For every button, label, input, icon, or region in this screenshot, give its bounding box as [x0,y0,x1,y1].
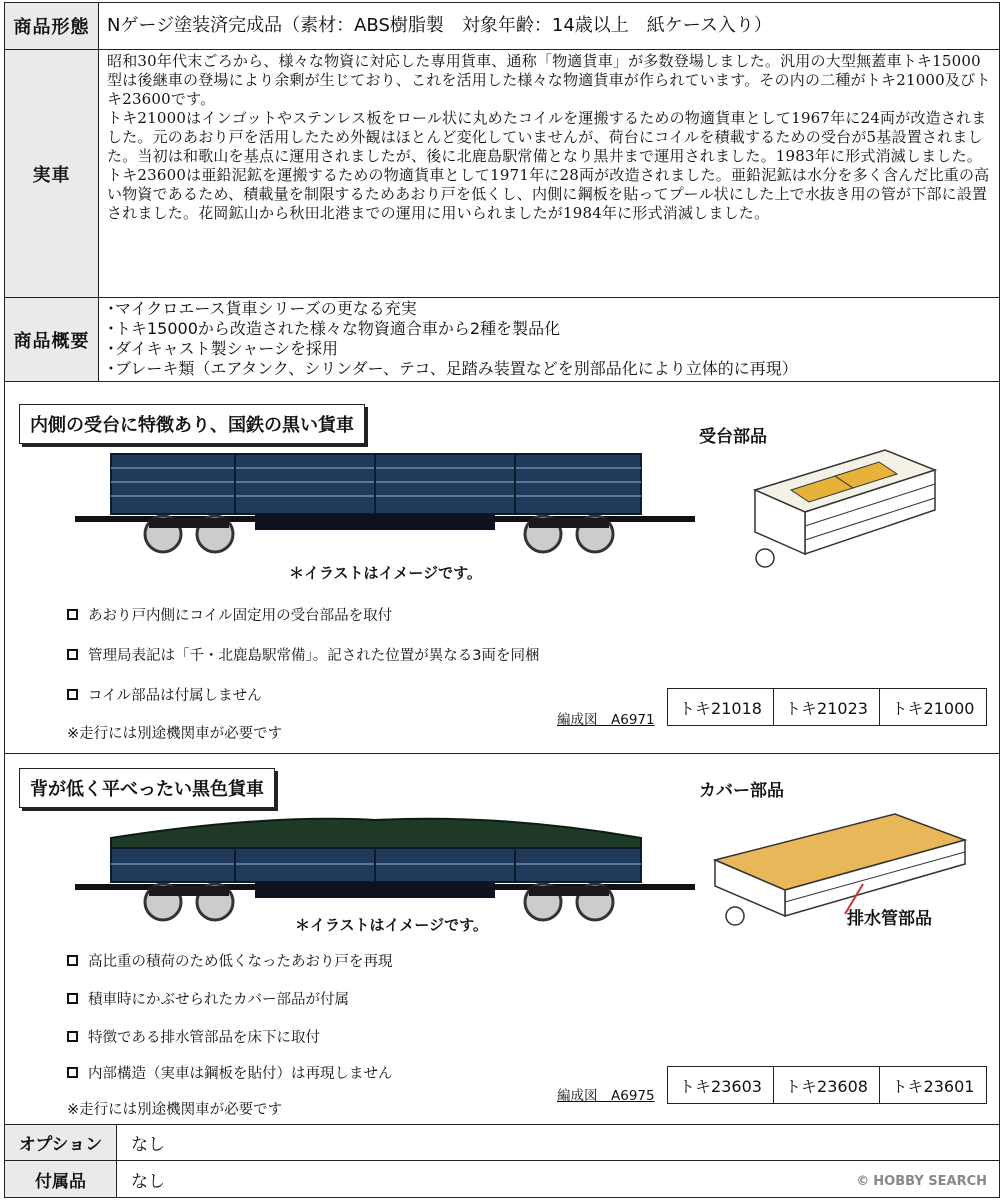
feature-text: 積車時にかぶせられたカバー部品が付属 [88,992,349,1008]
panel1-part-label: 受台部品 [699,427,767,447]
panel2-feature [67,950,393,971]
real-car-paragraph-2: トキ21000はインゴットやステンレス板をロール状に丸めたコイルを運搬するための物適貨車として1967年に24両が改造されました。元のあおり戸を活用したため外観はほとんど変化していませんが、荷台にコイルを積載するための受台が5基設置されました。当初は和歌山を基点に運用されましたが、後に北鹿島駅常備となり黒井まで運用されました。1983年に形式消滅しました。 [107,109,987,165]
panel2-part-label-cover: カバー部品 [699,781,784,801]
panel1-feature [67,684,262,705]
label-options: オプション [5,1125,117,1160]
panel2-parts-illustration [695,794,985,944]
label-product-form: 商品形態 [5,3,99,49]
checkbox-icon [67,1067,78,1078]
real-car-paragraph-3: トキ23600は亜鉛泥鉱を運搬するための物適貨車として1971年に28両が改造されました。亜鉛泥鉱は水分を多く含んだ比重の高い物資であるため、積載量を制限するためあおり戸を低くし、内側に鋼板を貼ってプール状にした上で水抜き用の管が下部に設置されました。花岡鉱山から秋田北港までの運用に用いられましたが1984年に形式消滅しました。 [107,166,990,222]
panel2-formation-label: 編成図 A6975 [557,1088,655,1104]
real-car-paragraph-1: 昭和30年代末ごろから、様々な物資に対応した専用貨車、通称「物適貨車」が多数登場しました。汎用の大型無蓋車トキ15000型は後継車の登場により余剰が生じており、これを活用した様々な物適貨車が作られています。その内の二種がトキ21000及びトキ23600です。 [107,52,991,108]
panel-toki21000 [4,382,1000,754]
label-accessories: 付属品 [5,1161,117,1197]
car-number: トキ21000 [891,698,975,718]
car-number: トキ23601 [891,1076,975,1096]
panel1-parts-illustration [735,430,945,580]
car-number: トキ23603 [668,1067,774,1103]
checkbox-icon [67,955,78,966]
row-accessories [4,1160,1000,1198]
overview-item: ･ダイキャスト製シャーシを採用 [107,339,339,358]
label-product-overview: 商品概要 [5,298,99,381]
feature-text: 特徴である排水管部品を床下に取付 [88,1030,320,1046]
panel1-feature [67,644,539,665]
car-number: トキ23608 [774,1067,880,1103]
panel2-caption: 背が低く平べったい黒色貨車 [19,768,275,808]
value-options: なし [131,1135,165,1155]
panel1-feature [67,604,392,625]
panel1-caption: 内側の受台に特徴あり、国鉄の黒い貨車 [19,404,365,444]
checkbox-icon [67,609,78,620]
panel1-illustration-note: ＊イラストはイメージです。 [289,564,482,582]
panel2-illustration-note: ＊イラストはイメージです。 [295,916,488,934]
toki23600-illustration [65,808,705,926]
panel2-feature [67,1062,393,1083]
copyright-icon: © [856,1174,870,1189]
checkbox-icon [67,1031,78,1042]
overview-item: ･トキ15000から改造された様々な物資適合車から2種を製品化 [107,319,561,338]
checkbox-icon [67,649,78,660]
feature-text: 高比重の積荷のため低くなったあおり戸を再現 [88,954,393,970]
panel2-feature [67,1026,320,1047]
overview-item: ･ブレーキ類（エアタンク、シリンダー、テコ、足踏み装置などを別部品化により立体的に再現） [107,359,798,378]
checkbox-icon [67,993,78,1004]
car-number: トキ21023 [774,689,880,725]
toki21000-illustration [65,440,705,558]
feature-text: 内部構造（実車は鋼板を貼付）は再現しません [88,1066,393,1082]
panel2-car-numbers [667,1066,987,1104]
hobby-search-watermark [856,1174,987,1189]
panel-toki23600 [4,754,1000,1124]
feature-text: 管理局表記は「千・北鹿島駅常備」。記された位置が異なる3両を同梱 [88,648,540,664]
feature-text: あおり戸内側にコイル固定用の受台部品を取付 [88,608,393,624]
panel1-formation-label: 編成図 A6971 [557,712,655,728]
row-product-form [4,2,1000,50]
panel1-notice: ※走行には別途機関車が必要です [67,726,283,742]
overview-item: ･マイクロエース貨車シリーズの更なる充実 [107,299,417,318]
value-accessories: なし [131,1171,165,1192]
car-number: トキ21018 [668,689,774,725]
panel1-car-numbers [667,688,987,726]
feature-text: コイル部品は付属しません [88,688,262,704]
row-options [4,1124,1000,1161]
panel2-feature [67,988,349,1009]
panel2-notice: ※走行には別途機関車が必要です [67,1102,283,1118]
value-real-car [101,50,999,297]
label-real-car: 実車 [5,50,99,297]
value-product-form: Nゲージ塗装済完成品（素材：ABS樹脂製 対象年齢：14歳以上 紙ケース入り） [107,15,772,36]
value-product-overview [101,298,999,381]
panel2-part-label-drain: 排水管部品 [847,909,932,929]
watermark-text: HOBBY SEARCH [873,1174,987,1189]
checkbox-icon [67,689,78,700]
row-product-overview [4,298,1000,382]
row-real-car [4,50,1000,298]
